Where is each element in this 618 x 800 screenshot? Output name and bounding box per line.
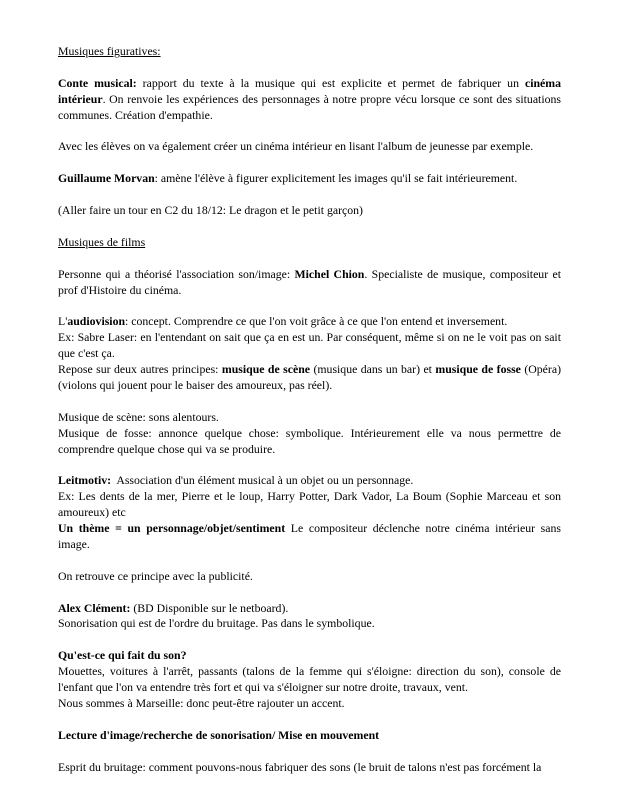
text-run: Qu'est-ce qui fait du son? bbox=[58, 648, 187, 663]
para-guillaume-morvan bbox=[58, 171, 561, 187]
heading-lecture-image bbox=[58, 728, 561, 744]
text-run: Michel Chion bbox=[294, 266, 365, 281]
para-quest-ce-qui-fait-du-son bbox=[58, 648, 561, 712]
text-line bbox=[58, 330, 561, 362]
text-run: Ex: Sabre Laser: en l'entendant on sait que ça en est un. Par conséquent, même si on ne le voit pas on sait que c'est ça. bbox=[58, 330, 561, 361]
text-run: (BD Disponible sur le netboard). bbox=[130, 600, 289, 615]
text-run: (Aller faire un tour en C2 du 18/12: Le dragon et le petit garçon) bbox=[58, 203, 363, 217]
text-line bbox=[58, 664, 561, 696]
text-run: Alex Clément: bbox=[58, 600, 131, 615]
text-run: Personne qui a théorisé l'association son/image: bbox=[58, 266, 295, 281]
text-line bbox=[58, 601, 561, 617]
text-run: Esprit du bruitage: comment pouvons-nous fabriquer des sons (le bruit de talons n'est pas forcément la bbox=[58, 759, 542, 774]
text-run: Avec les élèves on va également créer un cinéma intérieur en lisant l'album de jeunesse par exemple. bbox=[58, 139, 534, 154]
para-esprit-du-bruitage bbox=[58, 760, 561, 776]
text-run: Un thème = un personnage/objet/sentiment bbox=[58, 521, 286, 536]
text-line bbox=[58, 728, 561, 744]
heading-musiques-de-films bbox=[58, 235, 561, 251]
text-line bbox=[58, 521, 561, 553]
para-avec-les-eleves bbox=[58, 139, 561, 155]
text-line bbox=[58, 696, 561, 712]
text-run: Mouettes, voitures à l'arrêt, passants (talons de la femme qui s'éloigne: direction du son), console de l'enfant que l'on va entendre très fort et qui va s'éloigner sur notre droite, travaux, vent. bbox=[58, 664, 561, 695]
text-line bbox=[58, 410, 561, 426]
text-line bbox=[58, 426, 561, 458]
text-line bbox=[58, 235, 561, 251]
text-line bbox=[58, 139, 561, 155]
text-line bbox=[58, 362, 561, 394]
text-run: Musique de scène: sons alentours. bbox=[58, 409, 219, 424]
text-run: Musique de fosse: annonce quelque chose: symbolique. Intérieurement elle va nous permettre de comprendre quelque chose qui va se produire. bbox=[58, 425, 561, 456]
text-run: Leitmotiv: bbox=[58, 473, 112, 488]
text-line bbox=[58, 569, 561, 585]
text-line bbox=[58, 489, 561, 521]
text-run: Lecture d'image/recherche de sonorisation/ Mise en mouvement bbox=[58, 727, 380, 742]
text-run: Le compositeur déclenche notre cinéma intérieur sans image. bbox=[58, 521, 561, 551]
text-line bbox=[58, 171, 561, 187]
para-conte-musical bbox=[58, 76, 561, 124]
text-line bbox=[58, 473, 561, 489]
text-run: . Specialiste de musique, compositeur et prof d'Histoire du cinéma. bbox=[58, 266, 561, 297]
text-line bbox=[58, 314, 561, 330]
text-line bbox=[58, 76, 561, 124]
text-run: audiovision bbox=[67, 314, 126, 329]
text-run: (Opéra) (violons qui jouent pour le baiser des amoureux, pas réel). bbox=[58, 362, 562, 392]
text-run: : concept. Comprendre ce que l'on voit grâce à ce que l'on entend et inversement. bbox=[125, 314, 508, 329]
text-run: Nous sommes à Marseille: donc peut-être rajouter un accent. bbox=[58, 695, 345, 710]
text-run: musique de fosse bbox=[435, 362, 521, 377]
text-run: . On renvoie les expériences des personnages à notre propre vécu lorsque ce sont des situations communes. Création d'empathie. bbox=[58, 91, 561, 122]
text-run: Musiques figuratives: bbox=[58, 44, 161, 58]
text-line bbox=[58, 616, 561, 632]
para-scene-fosse bbox=[58, 410, 561, 458]
text-run: On retrouve ce principe avec la publicité. bbox=[58, 568, 253, 583]
text-run: Ex: Les dents de la mer, Pierre et le loup, Harry Potter, Dark Vador, La Boum (Sophie Marceau et son amoureux) etc bbox=[58, 489, 561, 520]
text-run: Repose sur deux autres principes: bbox=[58, 362, 222, 377]
text-line bbox=[58, 44, 561, 60]
para-aller-faire-un-tour bbox=[58, 203, 561, 219]
text-run: Sonorisation qui est de l'ordre du bruitage. Pas dans le symbolique. bbox=[58, 616, 375, 631]
text-line bbox=[58, 267, 561, 299]
text-run: : amène l'élève à figurer explicitement les images qu'il se fait intérieurement. bbox=[154, 171, 518, 186]
text-run: Association d'un élément musical à un objet ou un personnage. bbox=[111, 473, 414, 488]
text-run: Conte musical: bbox=[58, 75, 137, 90]
text-run: musique de scène bbox=[221, 362, 311, 377]
text-run: rapport du texte à la musique qui est explicite et permet de fabriquer un bbox=[136, 75, 525, 90]
para-leitmotiv bbox=[58, 473, 561, 553]
text-run: Musiques de films bbox=[58, 234, 146, 249]
text-run: L' bbox=[58, 314, 68, 329]
heading-musiques-figuratives bbox=[58, 44, 561, 60]
text-run: cinéma intérieur bbox=[58, 75, 561, 106]
para-audiovision bbox=[58, 314, 561, 394]
para-michel-chion bbox=[58, 267, 561, 299]
para-alex-clement bbox=[58, 601, 561, 633]
text-line bbox=[58, 760, 561, 776]
text-run: Guillaume Morvan bbox=[58, 171, 155, 186]
text-line bbox=[58, 203, 561, 219]
document-body bbox=[58, 44, 561, 775]
text-line bbox=[58, 648, 561, 664]
para-publicite bbox=[58, 569, 561, 585]
text-run: (musique dans un bar) et bbox=[310, 362, 436, 377]
